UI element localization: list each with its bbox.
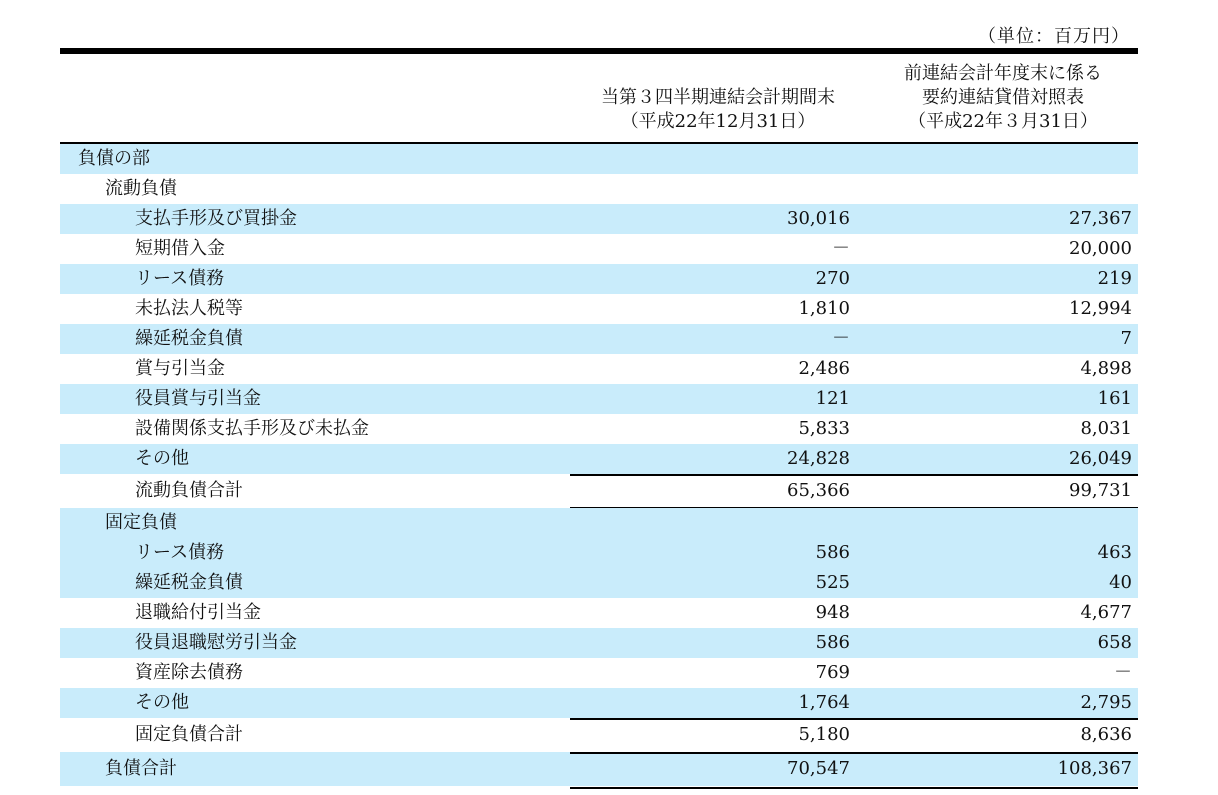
prior-value: 108,367 <box>1057 758 1132 779</box>
table-row <box>60 294 1138 324</box>
table-row <box>60 598 1138 628</box>
unit-label: （単位：百万円） <box>978 26 1130 47</box>
prior-value: 658 <box>1097 632 1132 653</box>
row-label: 支払手形及び買掛金 <box>135 208 297 229</box>
current-value: 948 <box>815 602 850 623</box>
table-row <box>60 508 1138 538</box>
row-label: 役員賞与引当金 <box>135 388 261 409</box>
current-value: 270 <box>815 268 850 289</box>
current-value: 525 <box>815 572 850 593</box>
column-header-prior-line-1: 前連結会計年度末に係る <box>904 63 1102 84</box>
row-label: リース債務 <box>135 268 225 289</box>
row-label: 設備関係支払手形及び未払金 <box>135 418 369 439</box>
table-row <box>60 628 1138 658</box>
current-value: 65,366 <box>787 480 850 501</box>
row-label: 流動負債 <box>105 178 177 199</box>
prior-value: 99,731 <box>1069 480 1132 501</box>
current-value: 769 <box>815 662 850 683</box>
top-border <box>60 48 1138 54</box>
row-label: 役員退職慰労引当金 <box>135 632 297 653</box>
row-label: 流動負債合計 <box>135 480 243 501</box>
current-value: 1,764 <box>798 692 850 713</box>
column-header-current <box>568 86 868 134</box>
column-header-prior-line-2: 要約連結貸借対照表 <box>922 87 1084 108</box>
table-row <box>60 384 1138 414</box>
total-rule <box>570 787 1138 790</box>
row-label: 負債の部 <box>78 148 150 169</box>
current-value: 1,810 <box>798 298 850 319</box>
table-row <box>60 144 1138 174</box>
row-label: その他 <box>135 448 189 469</box>
current-value: － <box>832 238 850 259</box>
prior-value: 463 <box>1097 542 1132 563</box>
prior-value: 4,898 <box>1080 358 1132 379</box>
table-row <box>60 718 1138 752</box>
row-label: 賞与引当金 <box>135 358 225 379</box>
current-value: 2,486 <box>798 358 850 379</box>
row-label: リース債務 <box>135 542 225 563</box>
column-header-prior <box>868 62 1138 134</box>
table-row <box>60 688 1138 718</box>
table-row <box>60 538 1138 568</box>
row-label: その他 <box>135 692 189 713</box>
balance-sheet-table <box>60 144 1138 786</box>
prior-value: 161 <box>1097 388 1132 409</box>
table-row <box>60 752 1138 786</box>
current-value: － <box>832 328 850 349</box>
prior-value: 8,031 <box>1080 418 1132 439</box>
row-label: 資産除去債務 <box>135 662 243 683</box>
current-value: 586 <box>815 542 850 563</box>
subtotal-rule <box>570 474 1138 476</box>
prior-value: 20,000 <box>1069 238 1132 259</box>
subtotal-rule <box>570 718 1138 720</box>
current-value: 70,547 <box>787 758 850 779</box>
prior-value: 26,049 <box>1069 448 1132 469</box>
table-row <box>60 264 1138 294</box>
table-row <box>60 444 1138 474</box>
table-row <box>60 234 1138 264</box>
prior-value: 4,677 <box>1080 602 1132 623</box>
current-value: 30,016 <box>787 208 850 229</box>
table-row <box>60 474 1138 508</box>
table-row <box>60 324 1138 354</box>
prior-value: 2,795 <box>1080 692 1132 713</box>
prior-value: 7 <box>1120 328 1132 349</box>
table-row <box>60 204 1138 234</box>
table-row <box>60 658 1138 688</box>
prior-value: 27,367 <box>1069 208 1132 229</box>
row-label: 短期借入金 <box>135 238 225 259</box>
current-value: 586 <box>815 632 850 653</box>
table-row <box>60 568 1138 598</box>
column-header-current-line-2: （平成22年12月31日） <box>620 111 816 132</box>
row-label: 退職給付引当金 <box>135 602 261 623</box>
current-value: 24,828 <box>787 448 850 469</box>
subtotal-rule <box>570 752 1138 754</box>
current-value: 121 <box>815 388 850 409</box>
prior-value: 8,636 <box>1080 724 1132 745</box>
prior-value: 40 <box>1109 572 1132 593</box>
prior-value: 219 <box>1097 268 1132 289</box>
next-row-cutoff <box>78 788 168 795</box>
row-label: 固定負債 <box>105 512 177 533</box>
current-value: 5,833 <box>798 418 850 439</box>
row-label: 未払法人税等 <box>135 298 243 319</box>
column-header-prior-line-3: （平成22年３月31日） <box>908 111 1098 132</box>
column-header-current-line-1: 当第３四半期連結会計期間末 <box>601 87 835 108</box>
table-row <box>60 414 1138 444</box>
current-value: 5,180 <box>798 724 850 745</box>
row-label: 繰延税金負債 <box>135 328 243 349</box>
prior-value: 12,994 <box>1069 298 1132 319</box>
row-label: 繰延税金負債 <box>135 572 243 593</box>
table-row <box>60 174 1138 204</box>
table-row <box>60 354 1138 384</box>
row-label: 固定負債合計 <box>135 724 243 745</box>
prior-value: － <box>1114 662 1132 683</box>
row-label: 負債合計 <box>105 758 177 779</box>
